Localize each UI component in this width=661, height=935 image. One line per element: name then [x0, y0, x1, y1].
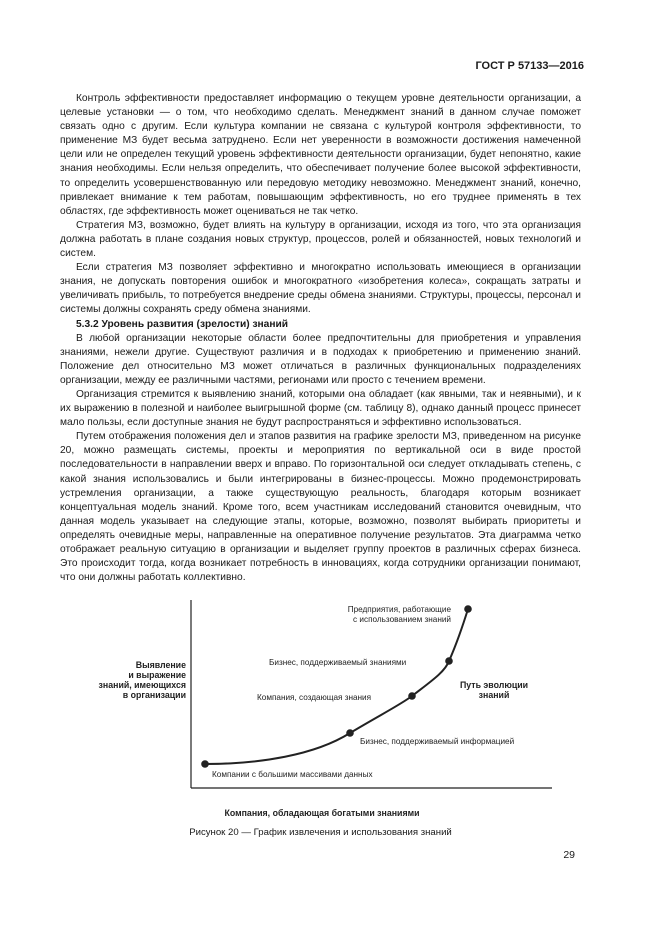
paragraph-2: Стратегия МЗ, возможно, будет влиять на культуру в организации, исходя из того, что эта организация должна работать в плане создания новых структур, процессов, ролей и обязанностей, новых технологий и систем.: [60, 219, 581, 260]
figure-caption: Рисунок 20 — График извлечения и использования знаний: [189, 827, 452, 838]
curve-label-1: Путь эволюции: [459, 680, 529, 690]
document-id: ГОСТ Р 57133—2016: [475, 60, 584, 72]
y-axis-label-2: и выражение: [128, 670, 186, 680]
curve-label-2: знаний: [478, 690, 510, 700]
point-knowledge-creating: [408, 692, 416, 700]
paragraph-1: Контроль эффективности предоставляет информацию о текущем уровне деятельности организации, а целевые установки — о том, что необходимо сделать. Менеджмент знаний в данном случае поможет связать одно с другим. Если культура компании не связана с культурой контроля эффективности, то применение МЗ будет весьма затруднено. Если нет уверенности в возможности достижения намеченной цели или не определен текущий уровень эффективности деятельности организации, будет непонятно, какие знания необходимы. Если нельзя определить, что обеспечивает получение более высокой эффективности, то определить усовершенствованную или передовую методику невозможно. Менеджмент знаний, конечно, привлекает внимание к тем работам, повышающим эффективность, но его труднее применять в тех областях, где эффективность может оцениваться не так четко.: [60, 93, 581, 217]
paragraph-3: Если стратегия МЗ позволяет эффективно и многократно использовать имеющиеся в организации знания, не допускать повторения ошибок и многократного «изобретения колеса», сокращать затраты и увеличивать прибыль, то потребуется внедрение среды обмена знаниями. Структуры, процессы, персонал и системы должны сохранять среду обмена знаниями.: [60, 262, 581, 316]
point-info-business: [346, 729, 354, 737]
point-knowledge-business: [445, 657, 453, 665]
figure-20: [60, 580, 581, 850]
knowledge-maturity-diagram: [60, 580, 581, 825]
point-label-info-business: Бизнес, поддерживаемый информацией: [360, 737, 515, 746]
page-number: 29: [563, 849, 575, 861]
section-title: 5.3.2 Уровень развития (зрелости) знаний: [76, 318, 289, 330]
point-label-enterprises-2: с использованием знаний: [353, 615, 451, 624]
y-axis-label-1: Выявление: [135, 660, 186, 670]
point-label-knowledge-business: Бизнес, поддерживаемый знаниями: [269, 658, 407, 667]
point-label-enterprises-1: Предприятия, работающие: [347, 605, 451, 614]
x-axis-label: Компания, обладающая богатыми знаниями: [224, 808, 420, 818]
y-axis-label-4: в организации: [122, 690, 186, 700]
paragraph-5: Организация стремится к выявлению знаний, которыми она обладает (как явными, так и неявными), и к их выражению в полезной и наиболее выигрышной форме (см. таблицу 8), однако данный процесс принесет мало пользы, если доступные знания не будут распространяться и эффективно использоваться.: [60, 388, 581, 429]
body-text: [60, 92, 581, 585]
point-knowledge-enterprises: [464, 605, 472, 613]
point-label-knowledge-creating: Компания, создающая знания: [257, 693, 372, 702]
paragraph-6: Путем отображения положения дел и этапов развития на графике зрелости МЗ, приведенном на рисунке 20, можно размещать системы, проекты и мероприятия по вертикальной оси в виде простой последовательности в направлении вверх и вправо. По горизонтальной оси следует откладывать степень, с какой знания использовались и были интегрированы в бизнес-процессы. Можно продемонстрировать устремления организации, а также существующую реальность, благодаря которым возникает концептуальная модель знаний. Кроме того, всем участникам исследований становится очевидным, что данная модель указывает на следующие этапы, которые, возможно, позволят выбирать приоритеты и определять очевидные меры, направленные на оперативное получение результатов. Эта диаграмма четко отображает реальную ситуацию в организации и выделяет группу проектов в различных сферах бизнеса. Это происходит тогда, когда возникает потребность в инновациях, когда сотрудники организации понимают, что они должны работать коллективно.: [60, 431, 581, 584]
paragraph-4: В любой организации некоторые области более предпочтительны для приобретения и управления знаниями, нежели другие. Существуют различия и в подходах к приобретению и применению знаний. Положение дел относительно МЗ может отличаться в различных функциональных подразделениях организации, между ее различными частями, регионами или просто с течением времени.: [60, 332, 581, 386]
y-axis-label-3: знаний, имеющихся: [98, 680, 186, 690]
point-label-big-data: Компании с большими массивами данных: [212, 770, 373, 779]
point-big-data: [201, 760, 209, 768]
